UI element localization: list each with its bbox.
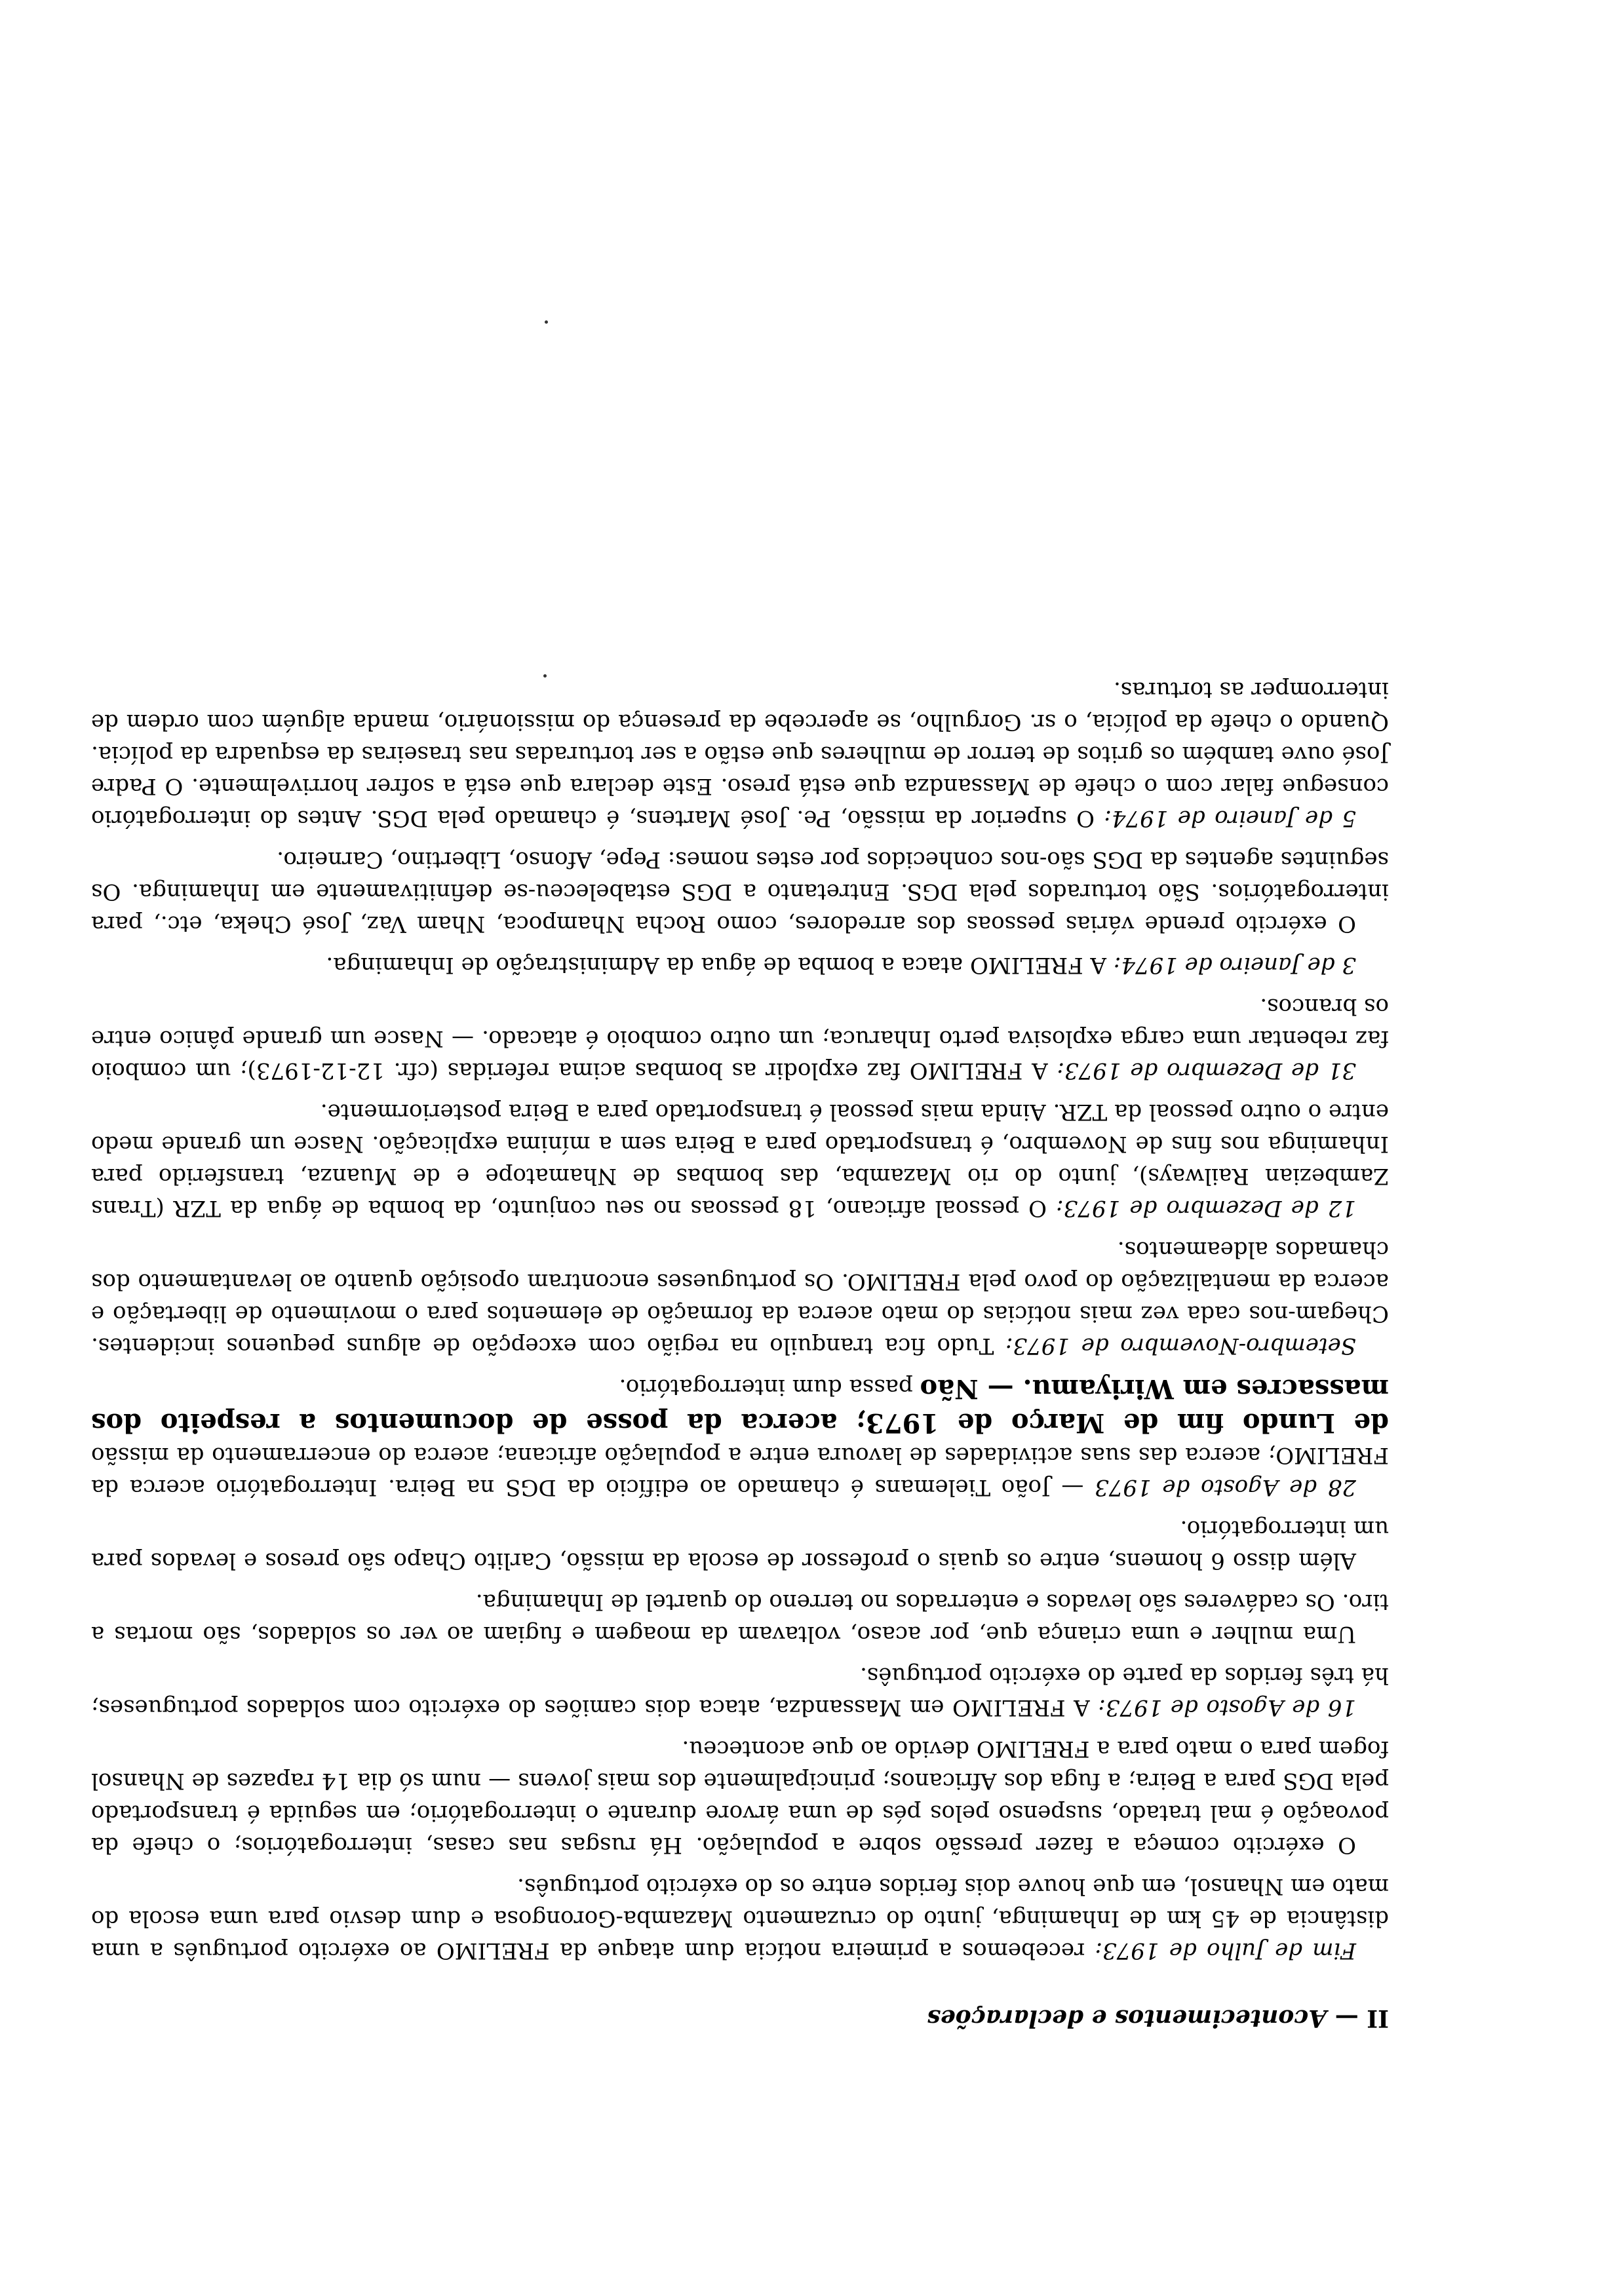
paragraph-text: A FRELIMO faz explodir as bombas acima referidas (cfr. 12-12-1973); um comboio faz rebentar uma carga explosiva perto Inharuca; um outro comboio é atacado. — Nasce um grande pânico entre os brancos. bbox=[90, 993, 1389, 1084]
paragraph-date: Setembro-Novembro de 1973: bbox=[1005, 1333, 1356, 1359]
scan-speck bbox=[545, 320, 548, 324]
document-body bbox=[91, 664, 1389, 2034]
paragraph-text: recebemos a primeira notícia dum ataque da FRELIMO ao exército português a uma distância de 45 km de Inhaminga, junto do cruzamento Mazamba-Gorongosa e dum desvio para uma escola do mato em Nhansol, em que houve dois feridos entre os do exército português. bbox=[91, 1873, 1389, 1964]
paragraph-text: A FRELIMO ataca a bomba de água da Administração de Inhaminga. bbox=[326, 952, 1114, 978]
paragraph-text: A FRELIMO em Massandza, ataca dois camiões do exército com soldados portugueses; há três feridos da parte do exército português. bbox=[91, 1662, 1389, 1721]
paragraph-text: Além disso 6 homens, entre os quais o professor de escola da missão, Carlito Chapo são presos e levados para um interrogatório. bbox=[91, 1516, 1389, 1574]
paragraph-text: Uma mulher e uma criança que, por acaso, voltavam da moagem e fugiam ao ver os soldados, são mortas a tiro. Os cadáveres são levados e enterrados no terreno do quartel de Inhaminga. bbox=[91, 1589, 1389, 1647]
paragraph-3 bbox=[91, 1659, 1389, 1723]
paragraph-6 bbox=[91, 1371, 1389, 1503]
paragraph-date: Fim de Julho de 1973: bbox=[1095, 1938, 1356, 1964]
section-heading bbox=[91, 2002, 1389, 2034]
paragraph-text: O exército começa a fazer pressão sobre a população. Há rusgas nas casas, interrogatórios; o chefe da povoação é mal tratado, suspenso pelos pés de uma árvore durante o interrogatório; em seguida é transportado pela DGS para a Beira; a fuga dos Africanos; principalmente dos mais jovens — num só dia 14 rapazes de Nhansol fogem para o mato para a FRELIMO devido ao que aconteceu. bbox=[91, 1736, 1389, 1858]
paragraph-date: 28 de Agosto de 1973 bbox=[1095, 1474, 1356, 1501]
paragraph-5 bbox=[91, 1512, 1389, 1577]
paragraph-date: 3 de Janeiro de 1974: bbox=[1113, 952, 1356, 978]
paragraph-tail: passa dum interrogatório. bbox=[619, 1374, 913, 1400]
paragraph-7 bbox=[91, 1233, 1389, 1362]
paragraph-9 bbox=[91, 990, 1389, 1086]
scan-speck bbox=[543, 674, 547, 678]
section-title: Acontecimentos e declarações bbox=[927, 2004, 1327, 2032]
paragraph-date: 31 de Dezembro de 1973: bbox=[1057, 1058, 1356, 1084]
paragraph-10 bbox=[91, 949, 1389, 981]
paragraph-text: — João Tielemans é chamado ao edifício da DGS na Beira. Interrogatório acerca da FRELIMO; acerca das suas actividades de lavoura entre a população africana; acerca do encerramento da missão bbox=[91, 1442, 1389, 1501]
paragraph-8 bbox=[91, 1096, 1389, 1224]
paragraph-text: Tudo fica tranquilo na região com excepção de alguns pequenos incidentes. Chegam-nos cada vez mais notícias do mato acerca da formação de elementos para o movimento de libertação e acerca da mentalização do povo pela FRELIMO. Os portugueses encontram oposição quanto ao levantamento dos chamados aldeamentos. bbox=[91, 1236, 1389, 1359]
paragraph-emphasis: de Lundo fim de Março de 1973; acerca da posse de documentos a respeito dos massacres em Wiriyamu. — Não bbox=[91, 1373, 1389, 1438]
paragraph-text: O pessoal africano, 18 pessoas no seu conjunto, da bomba de água da TZR (Trans Zambezian Railways), junto do rio Mazamba, das bombas de Nhamatope e de Muanza, transferido para Inhaminga nos fins de Novembro, é transportado para a Beira sem a mínima explicação. Nasce um grande medo entre o outro pessoal da TZR. Ainda mais pessoal é transportado para a Beira posteriormente. bbox=[90, 1099, 1389, 1221]
paragraph-text: O superior da missão, Pe. José Martens, é chamado pela DGS. Antes do interrogatório consegue falar com o chefe de Massandza que está preso. Este declara que está a sofrer horrivelmente. O Padre José ouve também os gritos de terror de mulheres que estão a ser torturadas nas traseiras da esquadra da polícia. Quando o chefe da polícia, o sr. Gorgulho, se apercebe da presença do missionário, manda alguém com ordem de interromper as torturas. bbox=[91, 677, 1389, 832]
paragraph-date: 5 de Janeiro de 1974: bbox=[1104, 805, 1356, 832]
paragraph-date: 12 de Dezembro de 1973: bbox=[1056, 1195, 1356, 1221]
paragraph-2 bbox=[91, 1732, 1389, 1861]
paragraph-11 bbox=[91, 843, 1389, 940]
paragraph-4 bbox=[91, 1586, 1389, 1650]
paragraph-1 bbox=[91, 1870, 1389, 1966]
paragraph-12 bbox=[91, 674, 1389, 834]
paragraph-date: 16 de Agosto de 1973: bbox=[1098, 1694, 1356, 1721]
paragraph-text: O exército prende várias pessoas dos arredores, como Rocha Nhampoca, Nham Vaz, José Cheka, etc., para interrogatórios. São torturados pela DGS. Entretanto a DGS estabeleceu-se definitivamente em Inhaminga. Os seguintes agentes da DGS são-nos conhecidos por estes nomes: Pepe, Afonso, Libertino, Carneiro. bbox=[91, 847, 1389, 937]
section-number: II — bbox=[1334, 2004, 1389, 2032]
